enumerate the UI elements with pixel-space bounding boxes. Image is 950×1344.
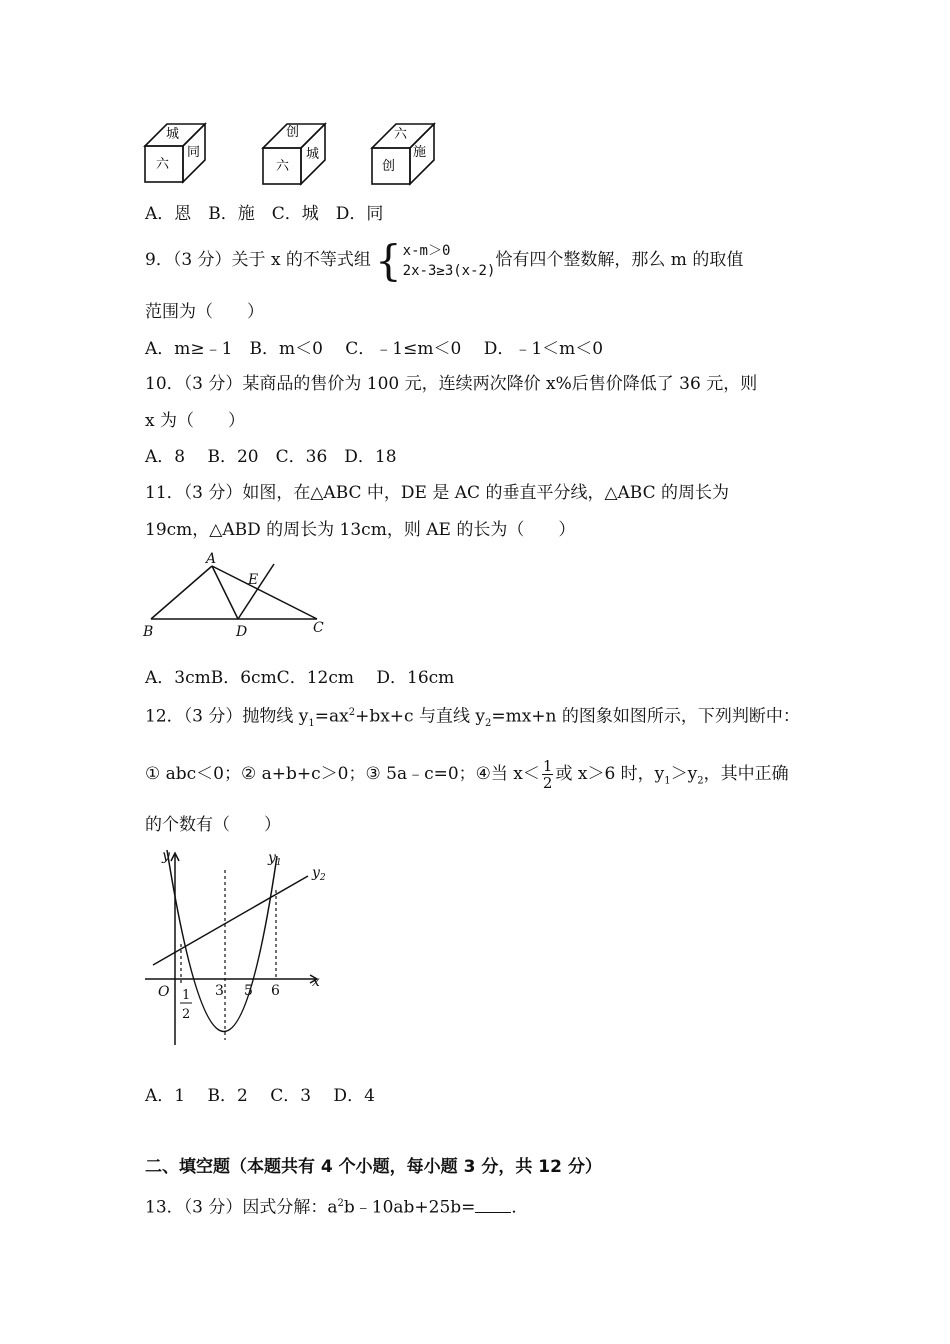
q9-eq2: 2x-3≥3(x-2) (402, 262, 496, 279)
q12-graph (140, 840, 340, 1055)
q9-eq1: x-m＞0 (402, 242, 451, 259)
q9-options: A．m≥﹣1 B．m＜0 C．﹣1≤m＜0 D．﹣1＜m＜0 (145, 339, 604, 359)
cube-3-top: 六 (394, 127, 408, 142)
q12-l2-a: ① abc＜0；② a+b+c＞0；③ 5a﹣c=0；④当 x＜ (145, 764, 540, 784)
cube-3-side: 施 (413, 145, 427, 160)
q12-line3: 的个数有（ ） (145, 815, 281, 835)
cube-3-front: 创 (382, 159, 396, 174)
q13-end: ． (511, 1197, 529, 1218)
q12-l1-b: =ax (314, 706, 349, 727)
tick-half-den: 2 (182, 1007, 191, 1022)
tick-6: 6 (271, 983, 280, 999)
q13-a: 13．（3 分）因式分解：a (145, 1197, 338, 1218)
cube-1-side: 同 (187, 145, 201, 160)
cube-2-side: 城 (306, 147, 320, 162)
tick-5: 5 (244, 983, 253, 999)
cube-2-front: 六 (276, 159, 290, 174)
q13-line (145, 1193, 528, 1219)
parabola-y1 (167, 850, 277, 1032)
frac-num: 1 (542, 757, 553, 775)
y2-subscript: 2 (484, 718, 492, 730)
q10-line2: x 为（ ） (145, 411, 245, 431)
cube-2-top: 创 (286, 125, 300, 140)
q13-b: b﹣10ab+25b= (343, 1197, 476, 1218)
y2-label: $y_2$ (312, 865, 326, 883)
inequality-system (403, 241, 496, 281)
line-y2 (153, 876, 308, 965)
origin-label: O (158, 984, 170, 1000)
section2-title: 二、填空题（本题共有 4 个小题，每小题 3 分，共 12 分） (145, 1157, 602, 1177)
q12-l1-d: =mx+n 的图象如图所示，下列判断中： (491, 706, 800, 727)
q9-suffix: 恰有四个整数解，那么 m 的取值 (495, 250, 744, 270)
cube-1-front: 六 (156, 157, 170, 172)
y1-subscript: 1 (308, 718, 315, 730)
q11-triangle-figure (140, 548, 340, 643)
q9-line2: 范围为（ ） (145, 302, 264, 322)
q12-line2 (145, 752, 789, 803)
a-squared-sup: 2 (337, 1198, 344, 1209)
q12-options: A．1 B．2 C．3 D．4 (145, 1086, 375, 1106)
label-C: C (313, 620, 324, 636)
q8-options: A．恩 B．施 C．城 D．同 (145, 204, 384, 224)
y-axis-label: y (162, 848, 170, 864)
y1-label: $y_1$ (268, 850, 282, 868)
q8-cubes-figure (140, 112, 450, 190)
q11-line1: 11．（3 分）如图，在△ABC 中，DE 是 AC 的垂直平分线，△ABC 的周长为 (145, 483, 730, 503)
fraction-one-half (542, 758, 554, 791)
q10-line1: 10．（3 分）某商品的售价为 100 元，连续两次降价 x%后售价降低了 36 元，则 (145, 374, 758, 394)
q9-prefix: 9．（3 分）关于 x 的不等式组 (145, 250, 371, 270)
q11-line2: 19cm，△ABD 的周长为 13cm，则 AE 的长为（ ） (145, 520, 576, 540)
q12-l2-d: ，其中正确 (703, 764, 789, 784)
q9-line1 (145, 234, 743, 286)
q12-l1-c: +bx+c 与直线 y (355, 706, 485, 727)
answer-blank[interactable] (475, 1198, 511, 1213)
q10-options: A．8 B．20 C．36 D．18 (145, 447, 397, 467)
frac-den: 2 (542, 774, 553, 792)
q12-line1 (145, 702, 800, 735)
x-axis-label: x (312, 974, 320, 990)
q12-l1-a: 12．（3 分）抛物线 y (145, 706, 309, 727)
y2-subscript-2: 2 (697, 775, 704, 787)
label-D: D (236, 624, 248, 640)
label-E: E (248, 572, 259, 588)
label-A: A (206, 551, 217, 567)
tick-half-num: 1 (182, 988, 191, 1003)
q11-options: A．3cmB．6cmC．12cm D．16cm (145, 668, 455, 688)
system-brace: { (374, 235, 402, 285)
x-squared-sup: 2 (348, 707, 356, 718)
cube-1-top: 城 (166, 127, 180, 142)
y1-subscript-2: 1 (664, 775, 671, 787)
tick-3: 3 (215, 983, 224, 999)
q12-l2-b: 或 x＞6 时，y (555, 764, 665, 784)
q12-l2-c: ＞y (670, 764, 698, 784)
label-B: B (143, 624, 154, 640)
